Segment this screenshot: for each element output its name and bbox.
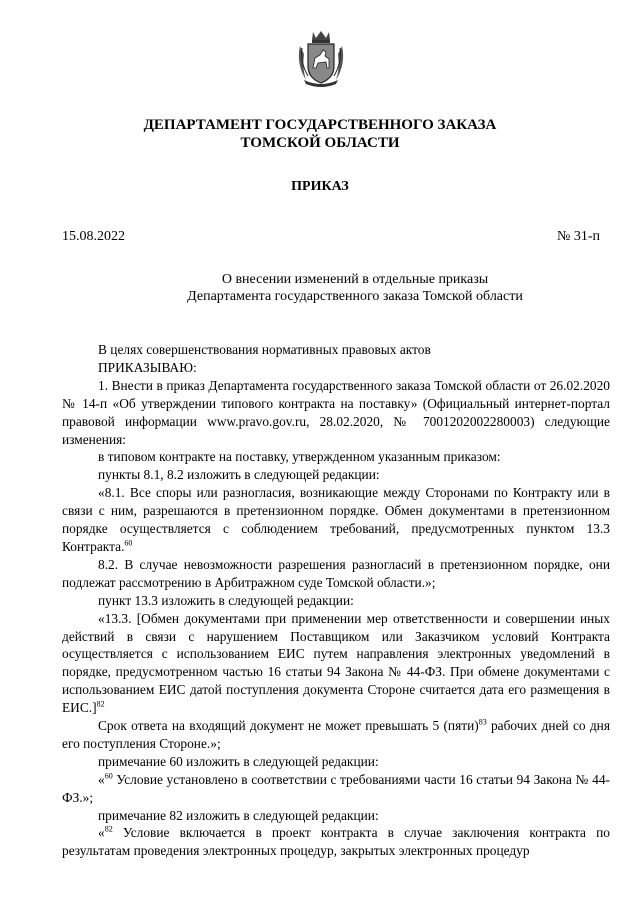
footnote-ref: 82 [96, 699, 105, 709]
paragraph-11: примечание 82 изложить в следующей редакции: [98, 807, 379, 823]
footnote-ref: 60 [124, 538, 133, 548]
preamble: В целях совершенствования нормативных правовых актов [98, 342, 431, 357]
footnote-ref: 83 [478, 717, 487, 727]
paragraph-5: 8.2. В случае невозможности разрешения разногласий в претензионном порядке, они подлежат рассмотрению в Арбитражном суде Томской области.»; [62, 556, 610, 590]
paragraph-4 [62, 484, 610, 556]
quote-open: « [98, 825, 105, 841]
footnote-ref: 60 [104, 771, 113, 781]
clause-13-3: «13.3. [Обмен документами при применении мер ответственности и совершении иных действий в связи с нарушением Поставщиком или Заказчиком условий Контракта осуществляется с использованием ЕИС путем направления электронных уведомлений в порядке, предусмотренном частью 16 статьи 94 Закона № 44-ФЗ. При обмене документами с использованием ЕИС датой поступления документа Стороне считается дата его размещения в ЕИС.] [62, 610, 610, 716]
subject-line2: Департамента государственного заказа Томской области [187, 289, 523, 304]
paragraph-3: пункты 8.1, 8.2 изложить в следующей редакции: [98, 467, 380, 483]
tomsk-region-coat-of-arms-icon [296, 28, 346, 90]
department-title-line2: ТОМСКОЙ ОБЛАСТИ [240, 135, 400, 151]
response-term-text-end: рабочих дней со дня его поступления Стороне.»; [62, 718, 610, 751]
quote-open: « [98, 771, 105, 787]
order-number: № 31-п [556, 229, 600, 244]
response-term-text: Срок ответа на входящий документ не может превышать 5 (пяти) [98, 718, 479, 734]
note-82-text: Условие включается в проект контракта в случае заключения контракта по результатам проведения электронных процедур, закрытых электронных процедур [62, 825, 610, 859]
doc-type-heading: ПРИКАЗ [291, 179, 349, 194]
order-word: ПРИКАЗЫВАЮ: [98, 359, 197, 375]
document-body [62, 341, 610, 860]
paragraph-10 [62, 771, 610, 807]
order-date: 15.08.2022 [62, 229, 125, 244]
paragraph-6: пункт 13.3 изложить в следующей редакции: [98, 592, 354, 608]
paragraph-8 [62, 717, 610, 753]
subject-line1: О внесении изменений в отдельные приказы [221, 272, 489, 287]
paragraph-1: 1. Внести в приказ Департамента государственного заказа Томской области от 26.02.2020 № 14-п «Об утверждении типового контракта на поставку» (Официальный интернет-портал правовой информации www.pravo.gov.ru, 28.02.2020, № 7001202002280003) следующие изменения: [62, 377, 610, 447]
paragraph-12 [62, 824, 610, 860]
paragraph-7 [62, 610, 610, 717]
clause-8-1: «8.1. Все споры или разногласия, возникающие между Сторонами по Контракту или в связи с ним, разрешаются в претензионном порядке. Обмен документами в претензионном порядке осуществляется с соблюдением требований, предусмотренных пунктом 13.3 Контракта. [62, 485, 610, 554]
paragraph-2: в типовом контракте на поставку, утвержденном указанным приказом: [98, 449, 501, 465]
note-60-text: Условие установлено в соответствии с требованиями части 16 статьи 94 Закона № 44-ФЗ.»; [62, 771, 610, 805]
footnote-ref: 82 [104, 825, 113, 834]
paragraph-9: примечание 60 изложить в следующей редакции: [98, 753, 379, 769]
department-title-line1: ДЕПАРТАМЕНТ ГОСУДАРСТВЕННОГО ЗАКАЗА [143, 117, 497, 133]
